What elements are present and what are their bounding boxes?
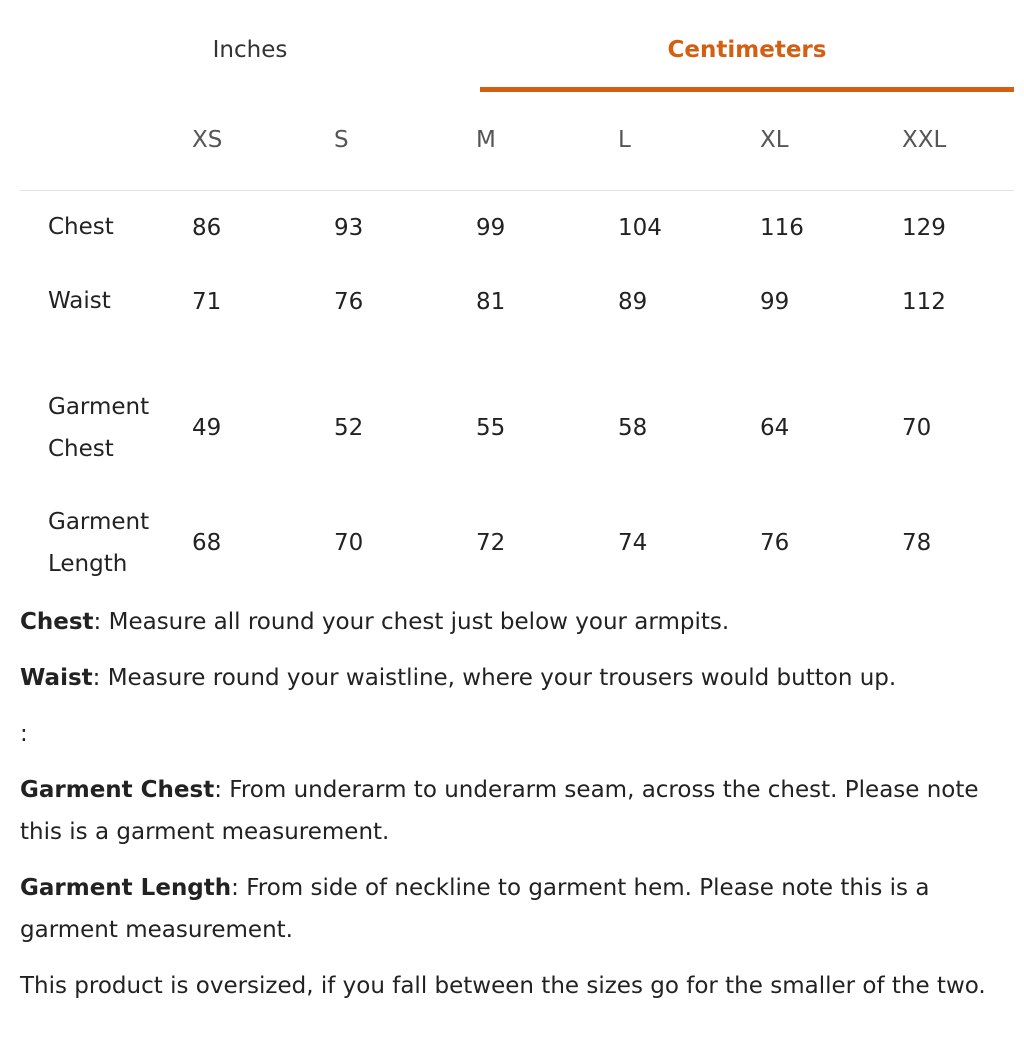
table-cell: 76 [334,289,364,315]
table-row-garment-length [20,501,1014,585]
row-label-garment-chest: Garment Chest [48,394,150,462]
table-cell: 99 [760,289,790,315]
note-term: Garment Length [20,875,232,901]
row-label-garment-length: Garment Length [48,509,150,577]
tab-inches[interactable] [20,0,480,92]
table-cell: 112 [902,289,946,315]
size-header-row [20,92,1014,191]
unit-tabs [20,0,1014,92]
table-cell: 76 [760,530,790,556]
table-cell: 89 [618,289,648,315]
note-garment-chest [20,769,1014,867]
note-term: Waist [20,665,93,691]
table-cell: 71 [192,289,222,315]
row-label-chest: Chest [48,214,114,240]
note-garment-length [20,867,1014,965]
note-text: : [20,721,28,747]
table-cell: 64 [760,415,790,441]
table-cell: 74 [618,530,648,556]
row-label-waist: Waist [48,288,111,314]
note-text: : From side of neckline to garment hem. Please note this is a garment measurement. [20,875,930,943]
table-row-chest [20,206,1014,250]
table-row-garment-chest [20,386,1014,470]
table-cell: 58 [618,415,648,441]
table-cell: 68 [192,530,222,556]
size-xxl: XXL [902,127,947,153]
table-cell: 129 [902,215,946,241]
tab-inches-label: Inches [212,37,288,63]
table-cell: 86 [192,215,222,241]
table-cell: 52 [334,415,364,441]
note-text: : From underarm to underarm seam, across the chest. Please note this is a garment measurement. [20,777,979,845]
table-cell: 81 [476,289,506,315]
table-cell: 70 [334,530,364,556]
table-cell: 116 [760,215,804,241]
note-text: : Measure round your waistline, where your trousers would button up. [92,665,897,691]
table-cell: 55 [476,415,506,441]
table-cell: 104 [618,215,662,241]
size-s: S [334,127,349,153]
note-text: : Measure all round your chest just below your armpits. [93,609,730,635]
note-waist [20,657,1014,713]
table-cell: 72 [476,530,506,556]
note-term: Chest [20,609,94,635]
note-empty [20,713,1014,769]
measurement-notes [20,601,1014,1021]
size-xs: XS [192,127,223,153]
size-xl: XL [760,127,789,153]
table-cell: 49 [192,415,222,441]
size-m: M [476,127,496,153]
table-cell: 93 [334,215,364,241]
tab-centimeters-label: Centimeters [667,37,827,63]
tab-centimeters[interactable] [480,0,1014,92]
note-term: Garment Chest [20,777,215,803]
table-cell: 70 [902,415,932,441]
note-chest [20,601,1014,657]
size-l: L [618,127,631,153]
table-cell: 78 [902,530,932,556]
table-cell: 99 [476,215,506,241]
table-row-waist [20,280,1014,324]
oversized-note: This product is oversized, if you fall between the sizes go for the smaller of the two. [20,973,986,999]
